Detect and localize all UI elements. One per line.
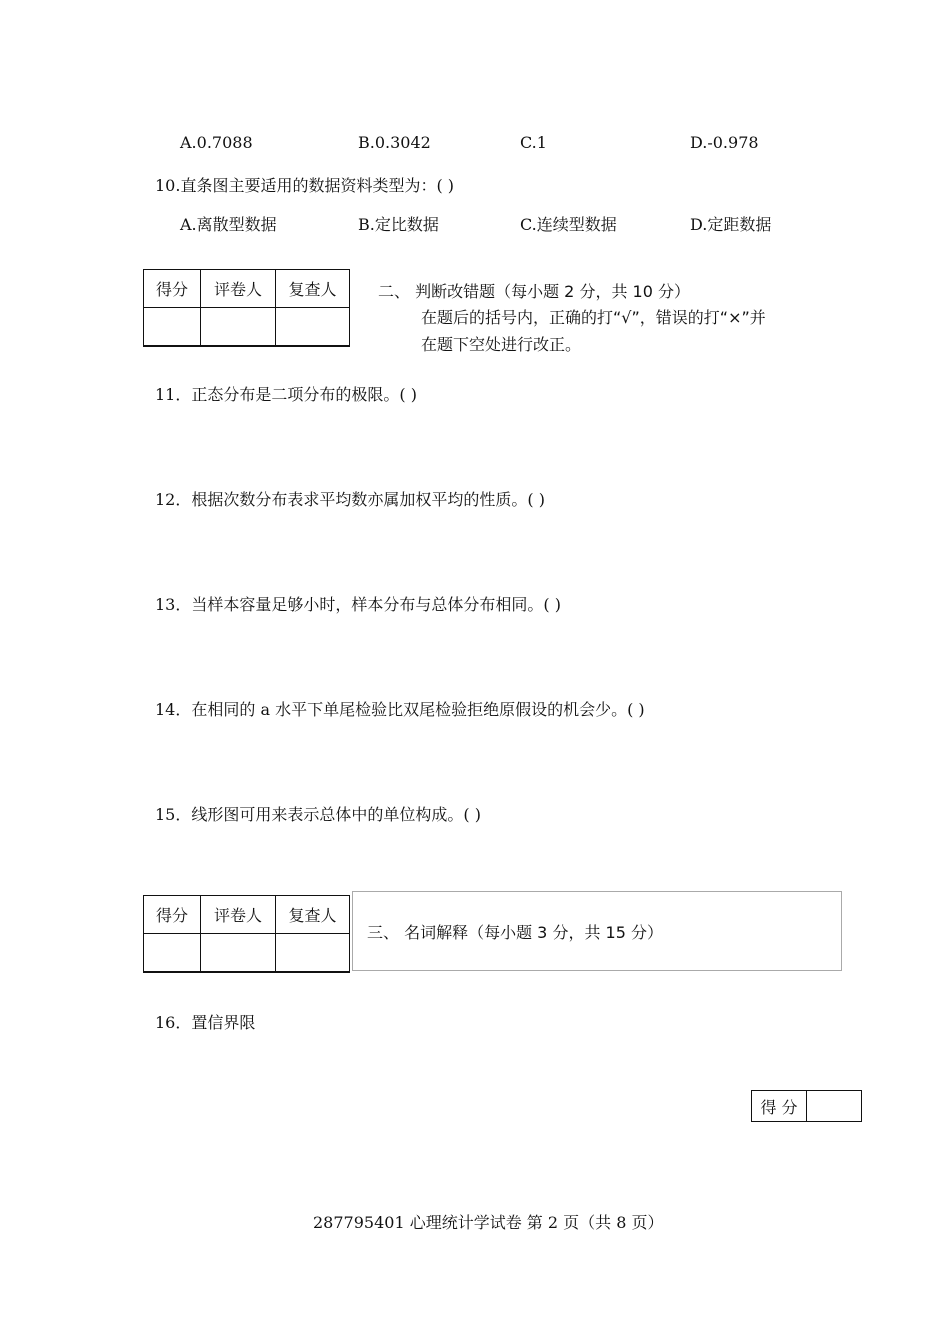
q9-option-d: D.-0.978 [690, 133, 759, 152]
q9-option-a: A.0.7088 [180, 133, 253, 152]
section3-title: 三、 名词解释（每小题 3 分，共 15 分） [367, 923, 663, 942]
q10-option-a: A.离散型数据 [180, 215, 277, 234]
score-header: 得分 [144, 270, 201, 308]
small-score-cell[interactable] [807, 1091, 862, 1122]
q10-option-d: D.定距数据 [690, 215, 772, 234]
q10-option-c: C.连续型数据 [520, 215, 617, 234]
section3-title-box [352, 891, 842, 971]
q9-option-c: C.1 [520, 133, 547, 152]
question-13: 13．当样本容量足够小时，样本分布与总体分布相同。( ) [155, 595, 561, 614]
score-header: 得分 [144, 896, 201, 934]
score-cell[interactable] [144, 934, 201, 972]
q10-option-b: B.定比数据 [358, 215, 439, 234]
section2-instruction-1: 在题后的括号内，正确的打“√”，错误的打“×”并 [421, 308, 766, 327]
reviewer-cell[interactable] [276, 308, 350, 346]
score-cell[interactable] [144, 308, 201, 346]
page-footer: 287795401 心理统计学试卷 第 2 页（共 8 页） [313, 1213, 664, 1232]
reviewer-header: 复查人 [276, 270, 350, 308]
small-score-label: 得 分 [752, 1091, 807, 1122]
section2-title: 二、 判断改错题（每小题 2 分，共 10 分） [378, 282, 690, 301]
question-10: 10.直条图主要适用的数据资料类型为：( ) [155, 176, 455, 195]
grader-header: 评卷人 [201, 270, 276, 308]
reviewer-cell[interactable] [276, 934, 350, 972]
grader-cell[interactable] [201, 308, 276, 346]
score-table-section2 [143, 269, 350, 347]
question-11: 11．正态分布是二项分布的极限。( ) [155, 385, 417, 404]
question-15: 15．线形图可用来表示总体中的单位构成。( ) [155, 805, 481, 824]
reviewer-header: 复查人 [276, 896, 350, 934]
section2-instruction-2: 在题下空处进行改正。 [421, 335, 582, 354]
q9-option-b: B.0.3042 [358, 133, 431, 152]
score-table-section3 [143, 895, 350, 973]
grader-cell[interactable] [201, 934, 276, 972]
grader-header: 评卷人 [201, 896, 276, 934]
question-12: 12．根据次数分布表求平均数亦属加权平均的性质。( ) [155, 490, 545, 509]
small-score-table [751, 1090, 862, 1122]
question-14: 14．在相同的 a 水平下单尾检验比双尾检验拒绝原假设的机会少。( ) [155, 700, 645, 719]
question-16: 16．置信界限 [155, 1013, 256, 1032]
